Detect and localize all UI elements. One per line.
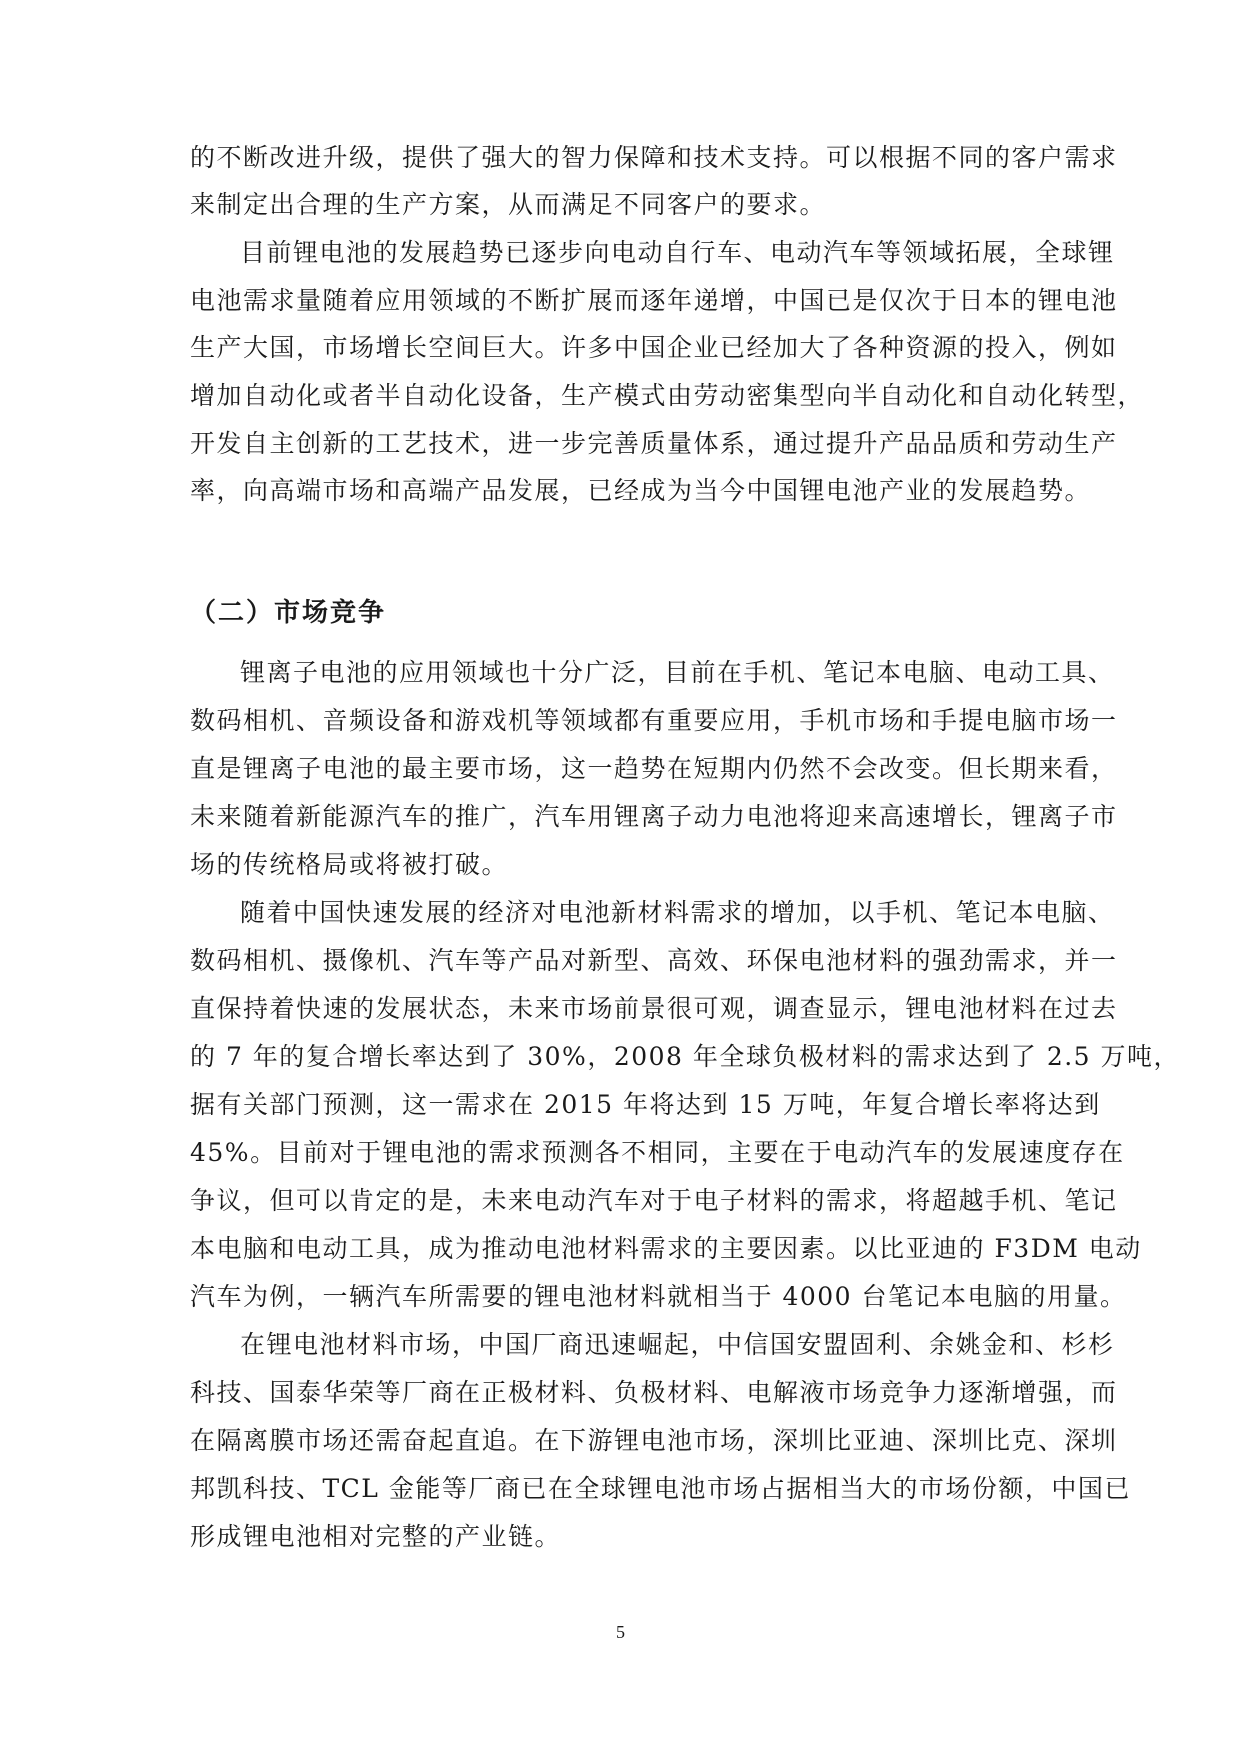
- comp1-line-4: 未来随着新能源汽车的推广，汽车用锂离子动力电池将迎来高速增长，锂离子市: [190, 802, 1118, 831]
- trend-line-4: 增加自动化或者半自动化设备，生产模式由劳动密集型向半自动化和自动化转型，: [190, 381, 1145, 410]
- comp2-line-9: 汽车为例，一辆汽车所需要的锂电池材料就相当于 4000 台笔记本电脑的用量。: [190, 1282, 1127, 1311]
- comp3-line-4: 邦凯科技、TCL 金能等厂商已在全球锂电池市场占据相当大的市场份额，中国已: [190, 1474, 1131, 1503]
- page-number: 5: [616, 1622, 625, 1642]
- comp2-line-1: 随着中国快速发展的经济对电池新材料需求的增加，以手机、笔记本电脑、: [240, 898, 1115, 927]
- comp1-line-2: 数码相机、音频设备和游戏机等领域都有重要应用，手机市场和手提电脑市场一: [190, 706, 1118, 735]
- trend-line-3: 生产大国，市场增长空间巨大。许多中国企业已经加大了各种资源的投入，例如: [190, 333, 1118, 362]
- trend-line-5: 开发自主创新的工艺技术，进一步完善质量体系，通过提升产品品质和劳动生产: [190, 429, 1118, 458]
- trend-line-6: 率，向高端市场和高端产品发展，已经成为当今中国锂电池产业的发展趋势。: [190, 476, 1092, 505]
- intro-line-1: 的不断改进升级，提供了强大的智力保障和技术支持。可以根据不同的客户需求: [190, 143, 1118, 172]
- comp2-line-4: 的 7 年的复合增长率达到了 30%，2008 年全球负极材料的需求达到了 2.5 万吨，: [190, 1042, 1181, 1071]
- comp2-line-2: 数码相机、摄像机、汽车等产品对新型、高效、环保电池材料的强劲需求，并一: [190, 946, 1118, 975]
- comp2-line-8: 本电脑和电动工具，成为推动电池材料需求的主要因素。以比亚迪的 F3DM 电动: [190, 1234, 1142, 1263]
- intro-line-2: 来制定出合理的生产方案，从而满足不同客户的要求。: [190, 190, 827, 219]
- comp3-line-2: 科技、国泰华荣等厂商在正极材料、负极材料、电解液市场竞争力逐渐增强，而: [190, 1378, 1118, 1407]
- comp3-line-3: 在隔离膜市场还需奋起直追。在下游锂电池市场，深圳比亚迪、深圳比克、深圳: [190, 1426, 1118, 1455]
- trend-line-1: 目前锂电池的发展趋势已逐步向电动自行车、电动汽车等领域拓展，全球锂: [240, 238, 1115, 267]
- comp1-line-5: 场的传统格局或将被打破。: [190, 850, 509, 879]
- comp2-line-3: 直保持着快速的发展状态，未来市场前景很可观，调查显示，锂电池材料在过去: [190, 994, 1118, 1023]
- comp2-line-7: 争议，但可以肯定的是，未来电动汽车对于电子材料的需求，将超越手机、笔记: [190, 1186, 1118, 1215]
- comp1-line-1: 锂离子电池的应用领域也十分广泛，目前在手机、笔记本电脑、电动工具、: [240, 658, 1115, 687]
- comp1-line-3: 直是锂离子电池的最主要市场，这一趋势在短期内仍然不会改变。但长期来看，: [190, 754, 1118, 783]
- comp2-line-5: 据有关部门预测，这一需求在 2015 年将达到 15 万吨，年复合增长率将达到: [190, 1090, 1101, 1119]
- trend-line-2: 电池需求量随着应用领域的不断扩展而逐年递增，中国已是仅次于日本的锂电池: [190, 286, 1118, 315]
- comp2-line-6: 45%。目前对于锂电池的需求预测各不相同，主要在于电动汽车的发展速度存在: [190, 1138, 1125, 1167]
- comp3-line-1: 在锂电池材料市场，中国厂商迅速崛起，中信国安盟固利、余姚金和、杉杉: [240, 1330, 1115, 1359]
- section-heading: （二）市场竞争: [190, 598, 387, 628]
- comp3-line-5: 形成锂电池相对完整的产业链。: [190, 1522, 562, 1551]
